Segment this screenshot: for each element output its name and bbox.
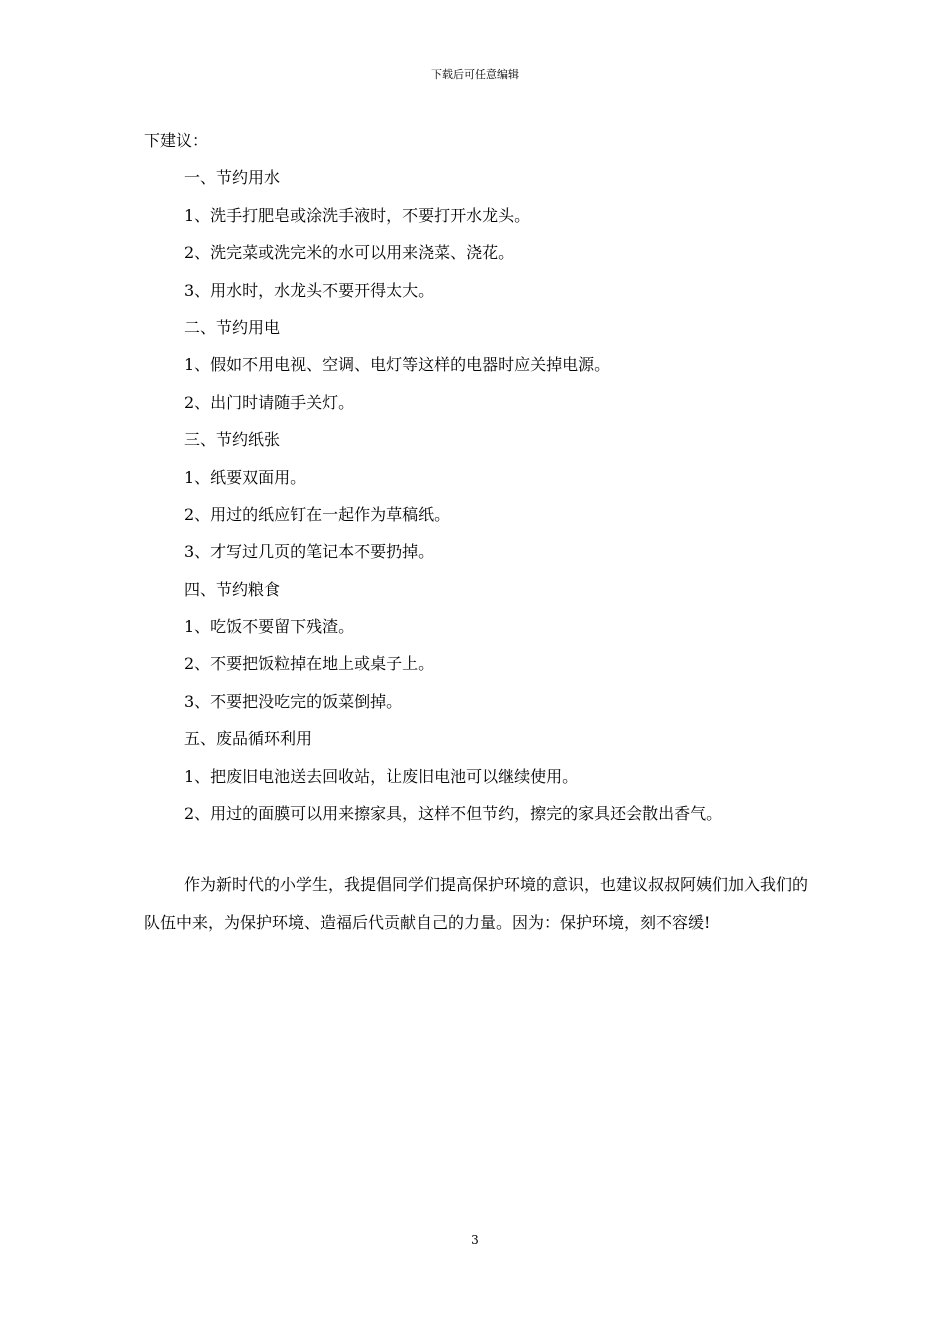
section-heading-paper: 三、节约纸张 <box>184 430 281 450</box>
list-item: 1、假如不用电视、空调、电灯等这样的电器时应关掉电源。 <box>184 355 611 375</box>
list-item: 2、用过的面膜可以用来擦家具，这样不但节约，擦完的家具还会散出香气。 <box>184 804 723 824</box>
list-item: 3、用水时，水龙头不要开得太大。 <box>184 280 435 300</box>
section-heading-electricity: 二、节约用电 <box>184 317 281 337</box>
list-item: 2、用过的纸应钉在一起作为草稿纸。 <box>184 504 451 524</box>
section-heading-water: 一、节约用水 <box>184 168 281 188</box>
list-item: 2、出门时请随手关灯。 <box>184 392 355 412</box>
list-item: 1、吃饭不要留下残渣。 <box>184 617 355 637</box>
list-item: 1、纸要双面用。 <box>184 467 307 487</box>
list-item: 3、才写过几页的笔记本不要扔掉。 <box>184 542 435 562</box>
closing-paragraph: 作为新时代的小学生，我提倡同学们提高保护环境的意识，也建议叔叔阿姨们加入我们的队伍中来，为保护环境、造福后代贡献自己的力量。因为：保护环境，刻不容缓! <box>144 875 809 933</box>
section-heading-food: 四、节约粮食 <box>184 579 281 599</box>
list-item: 1、洗手打肥皂或涂洗手液时，不要打开水龙头。 <box>184 205 531 225</box>
list-item: 2、洗完菜或洗完米的水可以用来浇菜、浇花。 <box>184 243 515 263</box>
list-item: 1、把废旧电池送去回收站，让废旧电池可以继续使用。 <box>184 766 579 786</box>
intro-line: 下建议： <box>144 131 209 150</box>
paragraph-spacer <box>144 832 824 866</box>
list-item: 3、不要把没吃完的饭菜倒掉。 <box>184 691 403 711</box>
page-header: 下载后可任意编辑 <box>431 68 519 81</box>
page-number: 3 <box>471 1233 479 1247</box>
list-item: 2、不要把饭粒掉在地上或桌子上。 <box>184 654 435 674</box>
document-body <box>144 122 824 942</box>
section-heading-recycling: 五、废品循环利用 <box>184 729 313 749</box>
